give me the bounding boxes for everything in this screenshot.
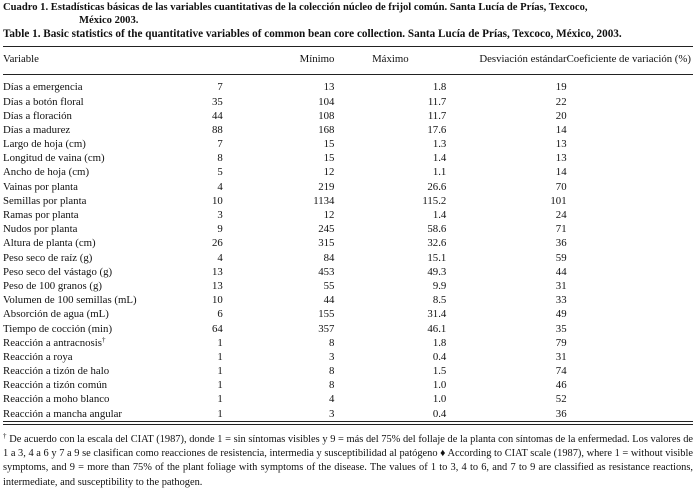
table-row [3, 194, 693, 208]
cell-maximo: 453 [318, 265, 335, 278]
cell-minimo: 8 [217, 152, 223, 165]
cell-coeficiente: 14 [555, 166, 567, 179]
cell-coeficiente: 35 [555, 322, 567, 335]
cell-minimo: 13 [212, 279, 223, 292]
cell-coeficiente: 44 [555, 265, 567, 278]
cell-minimo: 10 [212, 294, 223, 307]
cell-desviacion: 58.6 [427, 223, 447, 236]
cell-minimo: 64 [212, 322, 223, 335]
cell-variable: Longitud de vaina (cm) [3, 152, 105, 165]
cell-variable: Ramas por planta [3, 209, 79, 222]
cell-desviacion: 26.6 [427, 180, 447, 193]
cell-variable: Semillas por planta [3, 194, 87, 207]
cell-coeficiente: 33 [555, 294, 567, 307]
cell-desviacion: 8.5 [432, 294, 447, 307]
cell-coeficiente: 14 [555, 123, 567, 136]
cell-desviacion: 1.0 [432, 379, 447, 392]
cell-variable: Reacción a roya [3, 350, 73, 363]
cell-minimo: 1 [217, 379, 223, 392]
cell-maximo: 55 [323, 279, 335, 292]
cell-coeficiente: 59 [555, 251, 567, 264]
cell-maximo: 1134 [313, 194, 335, 207]
table-row [3, 307, 693, 321]
cell-coeficiente: 20 [555, 109, 567, 122]
cell-maximo: 15 [323, 138, 335, 151]
footnote-mark: † [3, 432, 7, 440]
cell-coeficiente: 74 [555, 365, 567, 378]
cell-minimo: 1 [217, 393, 223, 406]
cell-coeficiente: 31 [555, 279, 567, 292]
cell-variable: Días a botón floral [3, 95, 84, 108]
cell-maximo: 8 [329, 336, 335, 349]
table-row [3, 137, 693, 151]
cell-coeficiente: 13 [555, 152, 567, 165]
cell-variable: Peso seco del vástago (g) [3, 265, 113, 278]
cell-coeficiente: 71 [555, 223, 567, 236]
cell-coeficiente: 19 [555, 81, 567, 94]
table-row [3, 378, 693, 392]
cell-desviacion: 1.1 [432, 166, 447, 179]
cell-minimo: 26 [212, 237, 223, 250]
cell-maximo: 104 [318, 95, 335, 108]
table-row [3, 109, 693, 123]
cell-coeficiente: 24 [555, 209, 567, 222]
cell-minimo: 5 [217, 166, 223, 179]
table-row [3, 350, 693, 364]
cell-coeficiente: 31 [555, 350, 567, 363]
cell-coeficiente: 49 [555, 308, 567, 321]
cell-variable: Altura de planta (cm) [3, 237, 96, 250]
cell-maximo: 168 [318, 123, 335, 136]
cell-minimo: 4 [217, 251, 223, 264]
table-row [3, 407, 693, 421]
cell-desviacion: 17.6 [427, 123, 447, 136]
cell-maximo: 8 [329, 379, 335, 392]
cell-variable: Días a floración [3, 109, 72, 122]
cell-minimo: 3 [217, 209, 223, 222]
header-desviacion: Desviación estándar [479, 53, 567, 65]
cell-variable: Tiempo de cocción (min) [3, 322, 113, 335]
cell-maximo: 12 [323, 166, 335, 179]
cell-variable: Reacción a tizón común [3, 379, 108, 392]
cell-minimo: 1 [217, 336, 223, 349]
cell-maximo: 219 [318, 180, 335, 193]
footnote [3, 433, 693, 490]
header-variable: Variable [3, 53, 39, 65]
table-row [3, 265, 693, 279]
cell-desviacion: 49.3 [427, 265, 447, 278]
cell-desviacion: 46.1 [427, 322, 447, 335]
statistics-table [3, 52, 693, 421]
header-minimo: Mínimo [299, 53, 335, 65]
cell-minimo: 9 [217, 223, 223, 236]
cell-desviacion: 32.6 [427, 237, 447, 250]
cell-desviacion: 11.7 [427, 109, 447, 122]
cell-maximo: 15 [323, 152, 335, 165]
table-row [3, 322, 693, 336]
cell-desviacion: 11.7 [427, 95, 447, 108]
cell-maximo: 3 [329, 407, 335, 420]
cell-coeficiente: 36 [555, 237, 567, 250]
cell-minimo: 88 [212, 123, 223, 136]
cell-coeficiente: 13 [555, 138, 567, 151]
cell-minimo: 1 [217, 407, 223, 420]
cell-maximo: 13 [323, 81, 335, 94]
cell-desviacion: 15.1 [427, 251, 447, 264]
cell-desviacion: 0.4 [432, 350, 447, 363]
cell-maximo: 315 [318, 237, 335, 250]
cell-minimo: 13 [212, 265, 223, 278]
cell-coeficiente: 70 [555, 180, 567, 193]
table-row [3, 251, 693, 265]
cell-variable: Reacción a antracnosis [3, 336, 102, 349]
table-row [3, 123, 693, 137]
cell-minimo: 1 [217, 350, 223, 363]
cell-variable: Peso seco de raíz (g) [3, 251, 93, 264]
cell-desviacion: 115.2 [422, 194, 447, 207]
cell-desviacion: 1.8 [432, 81, 447, 94]
footnote-reference: † [101, 335, 106, 344]
table-caption [3, 2, 693, 41]
cell-variable: Nudos por planta [3, 223, 78, 236]
cell-coeficiente: 79 [555, 336, 567, 349]
cell-desviacion: 1.4 [432, 209, 447, 222]
cell-maximo: 357 [318, 322, 335, 335]
cell-coeficiente: 101 [550, 194, 567, 207]
header-maximo: Máximo [372, 53, 409, 65]
table-row [3, 364, 693, 378]
table-row [3, 80, 693, 94]
header-row [3, 52, 693, 66]
table-row [3, 222, 693, 236]
table-row [3, 279, 693, 293]
cell-maximo: 155 [318, 308, 335, 321]
cell-minimo: 35 [212, 95, 223, 108]
cell-maximo: 84 [323, 251, 335, 264]
cell-maximo: 3 [329, 350, 335, 363]
cell-minimo: 44 [212, 109, 223, 122]
bottom-rule-2 [3, 424, 693, 425]
cell-desviacion: 1.0 [432, 393, 447, 406]
table-row [3, 165, 693, 179]
table-row [3, 208, 693, 222]
cell-coeficiente: 22 [555, 95, 567, 108]
cell-minimo: 10 [212, 194, 223, 207]
cell-desviacion: 1.4 [432, 152, 447, 165]
cell-desviacion: 1.5 [432, 365, 447, 378]
cell-variable: Reacción a moho blanco [3, 393, 110, 406]
cell-minimo: 6 [217, 308, 223, 321]
cell-variable: Volumen de 100 semillas (mL) [3, 294, 137, 307]
cell-variable: Días a emergencia [3, 81, 83, 94]
cell-coeficiente: 36 [555, 407, 567, 420]
cell-maximo: 108 [318, 109, 335, 122]
cell-desviacion: 9.9 [432, 279, 447, 292]
caption-spanish-line-1: Cuadro 1. Estadísticas básicas de las variables cuantitativas de la colección núcleo de frijol común. Santa Lucía de Prías, Texcoco, [3, 2, 588, 13]
cell-minimo: 4 [217, 180, 223, 193]
cell-coeficiente: 46 [555, 379, 567, 392]
cell-desviacion: 1.3 [432, 138, 447, 151]
cell-maximo: 44 [323, 294, 335, 307]
cell-variable: Absorción de agua (mL) [3, 308, 109, 321]
table-row [3, 95, 693, 109]
table-row [3, 293, 693, 307]
cell-variable: Días a madurez [3, 123, 71, 136]
footnote-text: De acuerdo con la escala del CIAT (1987), donde 1 = sin síntomas visibles y 9 = más del 75% del follaje de la planta con síntomas de la enfermedad. Los valores de 1 a 3, 4 a 6 y 7 a 9 se clasifican como reacciones de resistencia, intermedia y susceptibilidad al patógeno ♦ According to CIAT scale (1987), where 1 = without visible symptoms, and 9 = more than 75% of the plant foliage with symptoms of the disease. The values of 1 to 3, 4 to 6, and 7 to 9 are classified as resistance reactions, intermediate, and susceptibility to the pathogen. [3, 434, 694, 488]
cell-variable: Ancho de hoja (cm) [3, 166, 90, 179]
cell-variable: Vainas por planta [3, 180, 78, 193]
cell-desviacion: 31.4 [427, 308, 447, 321]
cell-minimo: 1 [217, 365, 223, 378]
cell-desviacion: 1.8 [432, 336, 447, 349]
cell-variable: Reacción a tizón de halo [3, 365, 110, 378]
cell-variable: Peso de 100 granos (g) [3, 279, 102, 292]
caption-spanish-line-2: México 2003. [79, 14, 139, 26]
cell-maximo: 4 [329, 393, 335, 406]
table-row [3, 392, 693, 406]
table-row [3, 236, 693, 250]
cell-coeficiente: 52 [555, 393, 567, 406]
header-coeficiente: Coeficiente de variación (%) [566, 53, 691, 65]
cell-maximo: 8 [329, 365, 335, 378]
table-row [3, 151, 693, 165]
cell-variable: Largo de hoja (cm) [3, 138, 86, 151]
caption-english: Table 1. Basic statistics of the quantitative variables of common bean core collection. Santa Lucía de Prías, Texcoco, México, 2003. [3, 28, 622, 40]
cell-desviacion: 0.4 [432, 407, 447, 420]
cell-minimo: 7 [217, 81, 223, 94]
bottom-rule-1 [3, 421, 693, 422]
table-row [3, 336, 693, 350]
cell-minimo: 7 [217, 138, 223, 151]
table-row [3, 180, 693, 194]
cell-variable: Reacción a mancha angular [3, 407, 123, 420]
cell-maximo: 12 [323, 209, 335, 222]
top-rule [3, 46, 693, 47]
cell-maximo: 245 [318, 223, 335, 236]
